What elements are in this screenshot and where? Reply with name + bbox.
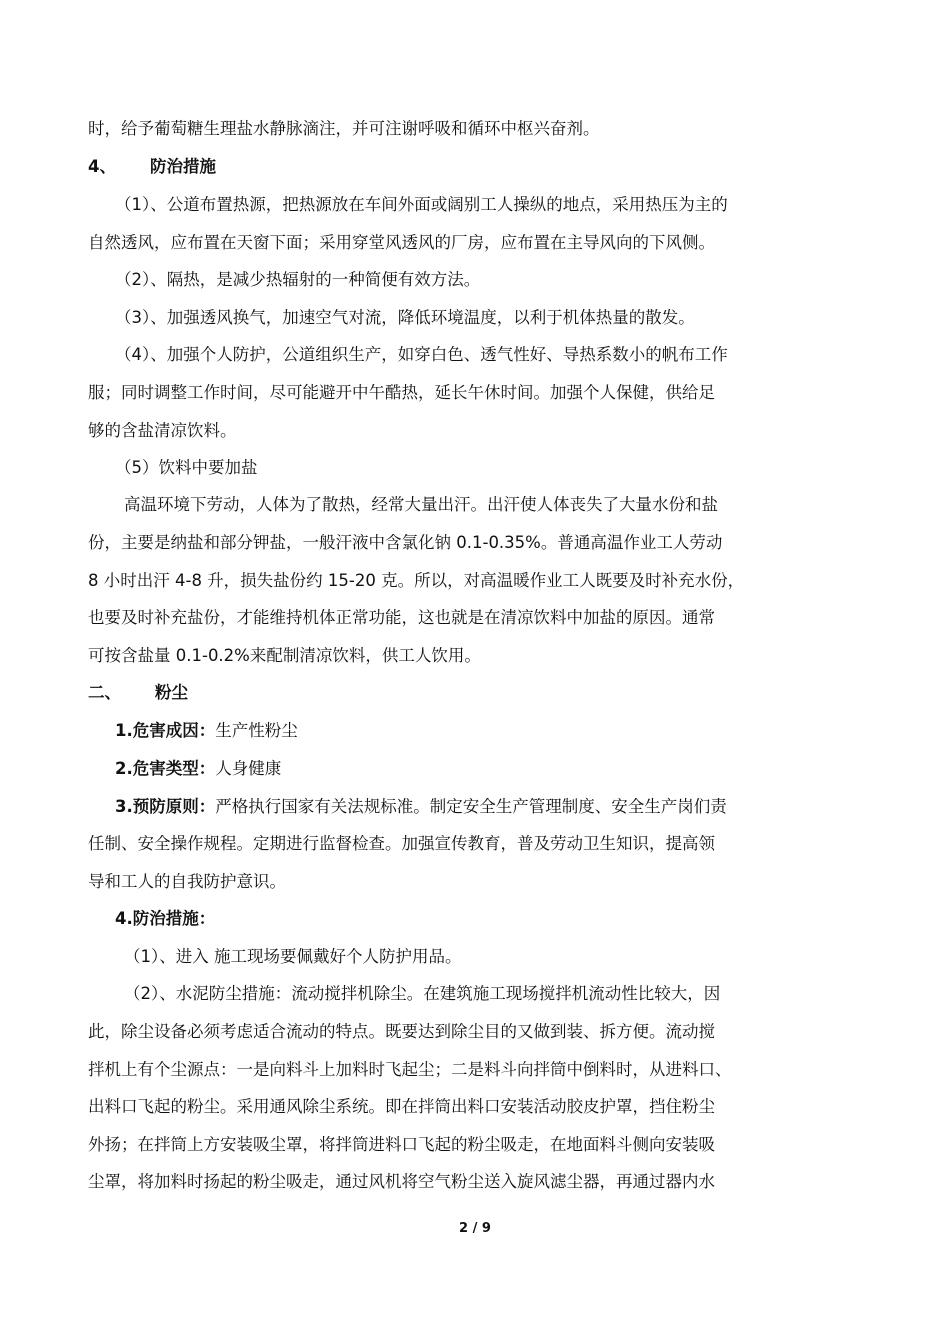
list-item-2 <box>115 758 281 780</box>
body-line: 高温环境下劳动，人体为了散热，经常大量出汗。出汗使人体丧失了大量水份和盐 <box>124 495 718 514</box>
body-line: （2）、隔热，是减少热辐射的一种简便有效方法。 <box>115 270 481 289</box>
body-line: （3）、加强透风换气，加速空气对流，降低环境温度，以利于机体热量的散发。 <box>115 308 695 327</box>
body-line: 出料口飞起的粉尘。采用通风除尘系统。即在拌筒出料口安装活动胶皮护罩，挡住粉尘 <box>88 1097 715 1116</box>
list-item-4: 4.防治措施： <box>115 909 216 928</box>
body-line: 自然透风，应布置在天窗下面；采用穿堂风透风的厂房，应布置在主导风向的下风侧。 <box>88 233 715 252</box>
body-line: （5）饮料中要加盐 <box>115 458 258 477</box>
body-line: 尘罩，将加料时扬起的粉尘吸走，通过风机将空气粉尘送入旋风滤尘器，再通过器内水 <box>88 1172 715 1191</box>
body-line: 拌机上有个尘源点：一是向料斗上加料时飞起尘；二是料斗向拌筒中倒料时，从进料口、 <box>88 1060 732 1079</box>
body-line: （2）、水泥防尘措施：流动搅拌机除尘。在建筑施工现场搅拌机流动性比较大，因 <box>124 984 721 1003</box>
list-item-1 <box>115 720 298 742</box>
section-heading-4 <box>88 156 216 178</box>
body-line: 够的含盐清凉饮料。 <box>88 421 237 440</box>
section-heading-2 <box>88 682 188 704</box>
body-line: 时，给予葡萄糖生理盐水静脉滴注，并可注谢呼吸和循环中枢兴奋剂。 <box>88 119 600 138</box>
item-label: 3.预防原则： <box>115 797 216 816</box>
body-line: 服；同时调整工作时间，尽可能避开中午酷热，延长午休时间。加强个人保健，供给足 <box>88 383 715 402</box>
body-line: （1）、公道布置热源，把热源放在车间外面或阔别工人操纵的地点，采用热压为主的 <box>115 195 728 214</box>
list-item-3 <box>115 796 727 818</box>
heading-title: 防治措施 <box>149 157 216 176</box>
item-text: 严格执行国家有关法规标准。制定安全生产管理制度、安全生产岗们责 <box>215 797 727 816</box>
body-line: 任制、安全操作规程。定期进行监督检查。加强宣传教育，普及劳动卫生知识，提高领 <box>88 834 715 853</box>
heading-title: 粉尘 <box>155 683 188 702</box>
page-number: 2 / 9 <box>459 1221 491 1236</box>
body-line: 8 小时出汗 4-8 升，损失盐份约 15-20 克。所以，对高温暖作业工人既要及时补充水份， <box>88 571 745 590</box>
heading-number: 4、 <box>88 157 116 176</box>
body-line: （1）、进入 施工现场要佩戴好个人防护用品。 <box>124 947 462 966</box>
body-line: 份，主要是纳盐和部分钾盐，一般汗液中含氯化钠 0.1-0.35%。普通高温作业工人劳动 <box>88 533 723 552</box>
body-line: 此，除尘设备必须考虑适合流动的特点。既要达到除尘目的又做到装、拆方便。流动搅 <box>88 1022 715 1041</box>
body-line: 外扬；在拌筒上方安装吸尘罩，将拌筒进料口飞起的粉尘吸走，在地面料斗侧向安装吸 <box>88 1135 715 1154</box>
body-line: （4）、加强个人防护，公道组织生产，如穿白色、透气性好、导热系数小的帆布工作 <box>115 345 728 364</box>
item-label: 1.危害成因： <box>115 721 216 740</box>
body-line: 导和工人的自我防护意识。 <box>88 872 286 891</box>
body-line: 可按含盐量 0.1-0.2%来配制清凉饮料，供工人饮用。 <box>88 646 481 665</box>
body-line: 也要及时补充盐份，才能维持机体正常功能，这也就是在清凉饮料中加盐的原因。通常 <box>88 608 715 627</box>
item-text: 人身健康 <box>215 759 282 778</box>
item-text: 生产性粉尘 <box>215 721 298 740</box>
heading-number: 二、 <box>88 683 121 702</box>
item-label: 2.危害类型： <box>115 759 216 778</box>
